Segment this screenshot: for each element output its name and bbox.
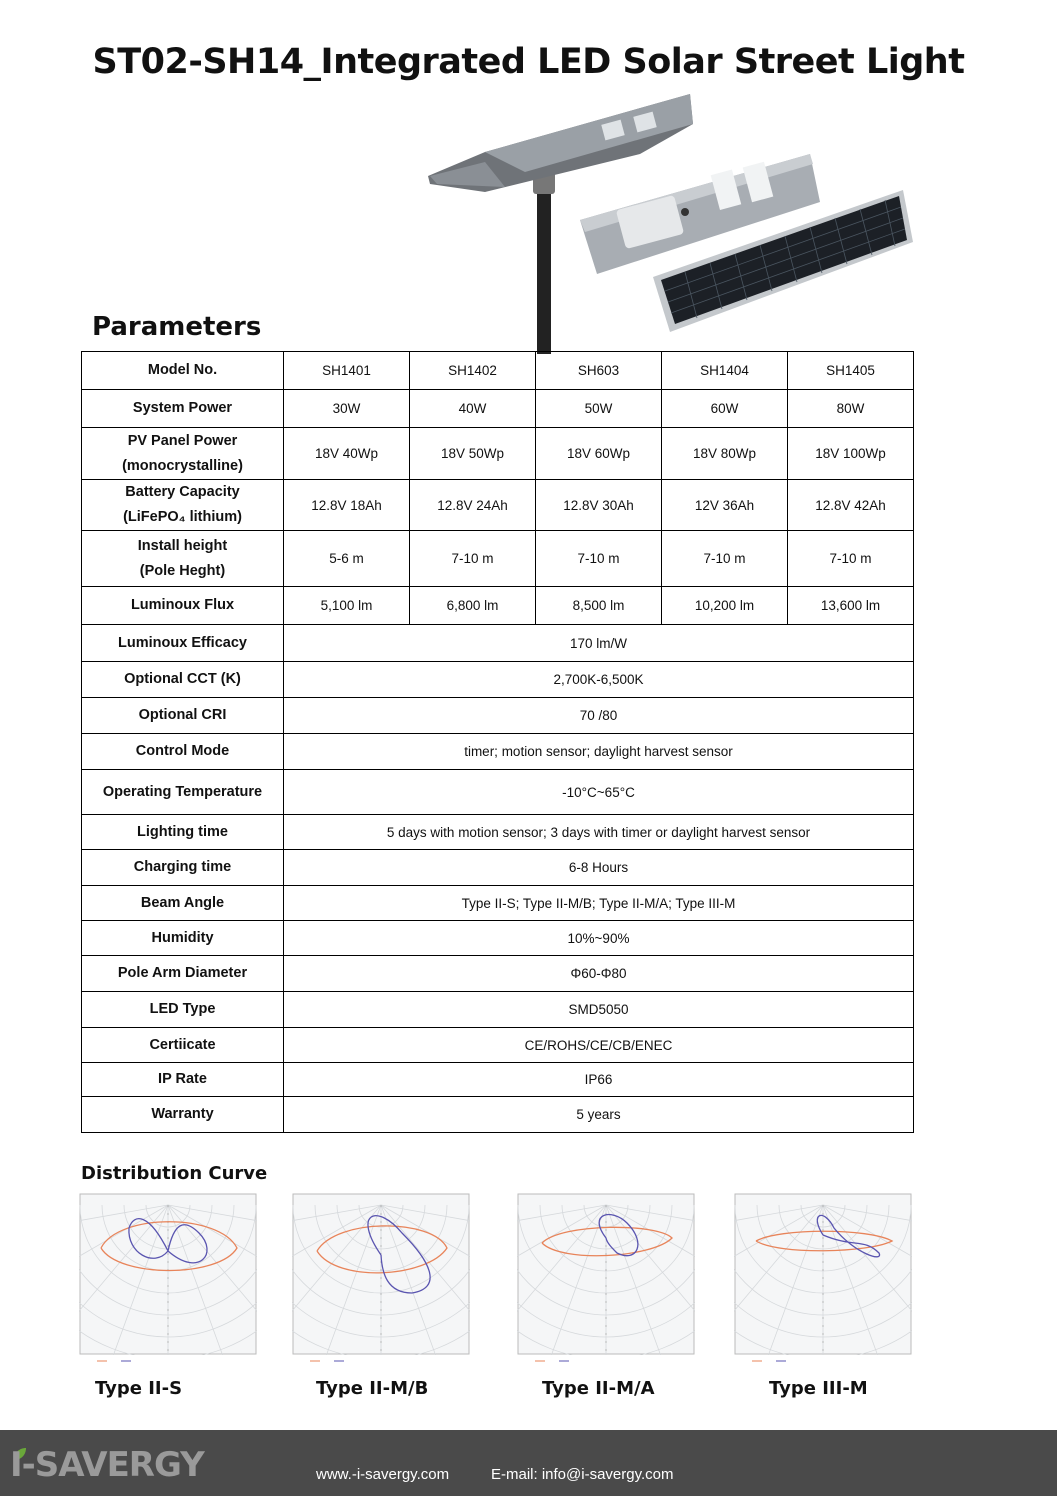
spec-value: 8,500 lm <box>536 587 662 625</box>
distribution-curve-chart <box>79 1193 257 1367</box>
spec-row <box>82 352 914 390</box>
spec-row <box>82 850 914 886</box>
spec-label: Luminoux Efficacy <box>82 625 284 662</box>
spec-row <box>82 428 914 480</box>
spec-label <box>82 480 284 531</box>
spec-label-line: (LiFePO₄ lithium) <box>123 509 242 525</box>
curve-label: Type II-S <box>95 1378 183 1399</box>
spec-value: 18V 80Wp <box>662 428 788 480</box>
spec-row <box>82 1097 914 1133</box>
spec-value: 5 days with motion sensor; 3 days with timer or daylight harvest sensor <box>284 815 914 850</box>
spec-label <box>82 428 284 480</box>
spec-value: SH1402 <box>410 352 536 390</box>
spec-value: 18V 100Wp <box>788 428 914 480</box>
spec-row <box>82 1028 914 1063</box>
spec-row <box>82 1063 914 1097</box>
spec-label-line: Battery Capacity <box>125 484 240 500</box>
distribution-heading: Distribution Curve <box>81 1163 268 1184</box>
spec-label-line: Model No. <box>147 362 218 378</box>
spec-value: 7-10 m <box>788 531 914 587</box>
spec-label-line: (Pole Heght) <box>139 562 226 579</box>
spec-value: IP66 <box>284 1063 914 1097</box>
spec-row <box>82 698 914 734</box>
spec-value: 18V 50Wp <box>410 428 536 480</box>
spec-label: Warranty <box>82 1097 284 1133</box>
spec-label: Beam Angle <box>82 886 284 921</box>
spec-label <box>82 390 284 428</box>
spec-value: SH1404 <box>662 352 788 390</box>
spec-value: 50W <box>536 390 662 428</box>
spec-value: 13,600 lm <box>788 587 914 625</box>
spec-value: 170 lm/W <box>284 625 914 662</box>
spec-value: 40W <box>410 390 536 428</box>
spec-value: 18V 60Wp <box>536 428 662 480</box>
spec-row <box>82 390 914 428</box>
spec-value: 7-10 m <box>536 531 662 587</box>
spec-row <box>82 992 914 1028</box>
spec-row <box>82 587 914 625</box>
spec-label: Optional CCT (K) <box>82 662 284 698</box>
spec-table <box>81 351 914 1133</box>
spec-row <box>82 815 914 850</box>
spec-value: 7-10 m <box>410 531 536 587</box>
spec-value: -10°C~65°C <box>284 770 914 815</box>
spec-label: Humidity <box>82 921 284 956</box>
spec-label: Certiicate <box>82 1028 284 1063</box>
spec-value: SMD5050 <box>284 992 914 1028</box>
spec-label: Optional CRI <box>82 698 284 734</box>
spec-value: 12.8V 30Ah <box>536 480 662 531</box>
spec-row <box>82 921 914 956</box>
spec-value: SH1405 <box>788 352 914 390</box>
spec-value: 10%~90% <box>284 921 914 956</box>
spec-label-line: PV Panel Power <box>127 432 238 449</box>
spec-value: 60W <box>662 390 788 428</box>
spec-value: 12.8V 18Ah <box>284 480 410 531</box>
spec-value: 7-10 m <box>662 531 788 587</box>
page-title: ST02-SH14_Integrated LED Solar Street Light <box>92 42 965 82</box>
spec-label-line: Install height <box>137 537 228 554</box>
spec-value: 5-6 m <box>284 531 410 587</box>
spec-row <box>82 662 914 698</box>
spec-label-line: Luminoux Flux <box>130 597 235 613</box>
spec-label <box>82 531 284 587</box>
spec-value: 6-8 Hours <box>284 850 914 886</box>
spec-value: 70 /80 <box>284 698 914 734</box>
spec-value: 30W <box>284 390 410 428</box>
spec-value: SH603 <box>536 352 662 390</box>
spec-value: 5 years <box>284 1097 914 1133</box>
spec-value: Φ60-Φ80 <box>284 956 914 992</box>
spec-value: timer; motion sensor; daylight harvest sensor <box>284 734 914 770</box>
spec-value: 80W <box>788 390 914 428</box>
spec-row <box>82 625 914 662</box>
spec-label-line: (monocrystalline) <box>122 457 243 474</box>
product-image <box>425 92 915 354</box>
distribution-curve-chart <box>734 1193 912 1367</box>
spec-row <box>82 734 914 770</box>
spec-value: 10,200 lm <box>662 587 788 625</box>
brand-logo: I-SAVERGY <box>10 1445 204 1485</box>
spec-value: Type II-S; Type II-M/B; Type II-M/A; Type III-M <box>284 886 914 921</box>
spec-row <box>82 886 914 921</box>
curve-label: Type III-M <box>769 1378 868 1399</box>
spec-label: Pole Arm Diameter <box>82 956 284 992</box>
spec-row <box>82 770 914 815</box>
spec-value: CE/ROHS/CE/CB/ENEC <box>284 1028 914 1063</box>
website-link[interactable]: www.-i-savergy.com <box>316 1466 450 1483</box>
spec-value: 18V 40Wp <box>284 428 410 480</box>
spec-label <box>82 587 284 625</box>
spec-value: 2,700K-6,500K <box>284 662 914 698</box>
parameters-heading: Parameters <box>92 312 262 342</box>
distribution-curve-chart <box>292 1193 470 1367</box>
spec-value: 12.8V 24Ah <box>410 480 536 531</box>
spec-label: Charging time <box>82 850 284 886</box>
spec-label: Control Mode <box>82 734 284 770</box>
spec-row <box>82 531 914 587</box>
curve-label: Type II-M/A <box>542 1378 655 1399</box>
spec-value: 6,800 lm <box>410 587 536 625</box>
spec-label: LED Type <box>82 992 284 1028</box>
spec-label <box>82 352 284 390</box>
spec-row <box>82 480 914 531</box>
spec-label: Lighting time <box>82 815 284 850</box>
spec-row <box>82 956 914 992</box>
curve-label: Type II-M/B <box>316 1378 429 1399</box>
spec-label: IP Rate <box>82 1063 284 1097</box>
spec-label: Operating Temperature <box>82 770 284 815</box>
distribution-curve-chart <box>517 1193 695 1367</box>
spec-value: 12.8V 42Ah <box>788 480 914 531</box>
spec-value: SH1401 <box>284 352 410 390</box>
spec-value: 12V 36Ah <box>662 480 788 531</box>
spec-value: 5,100 lm <box>284 587 410 625</box>
spec-label-line: System Power <box>132 400 233 416</box>
email-link[interactable]: E-mail: info@i-savergy.com <box>491 1466 674 1483</box>
